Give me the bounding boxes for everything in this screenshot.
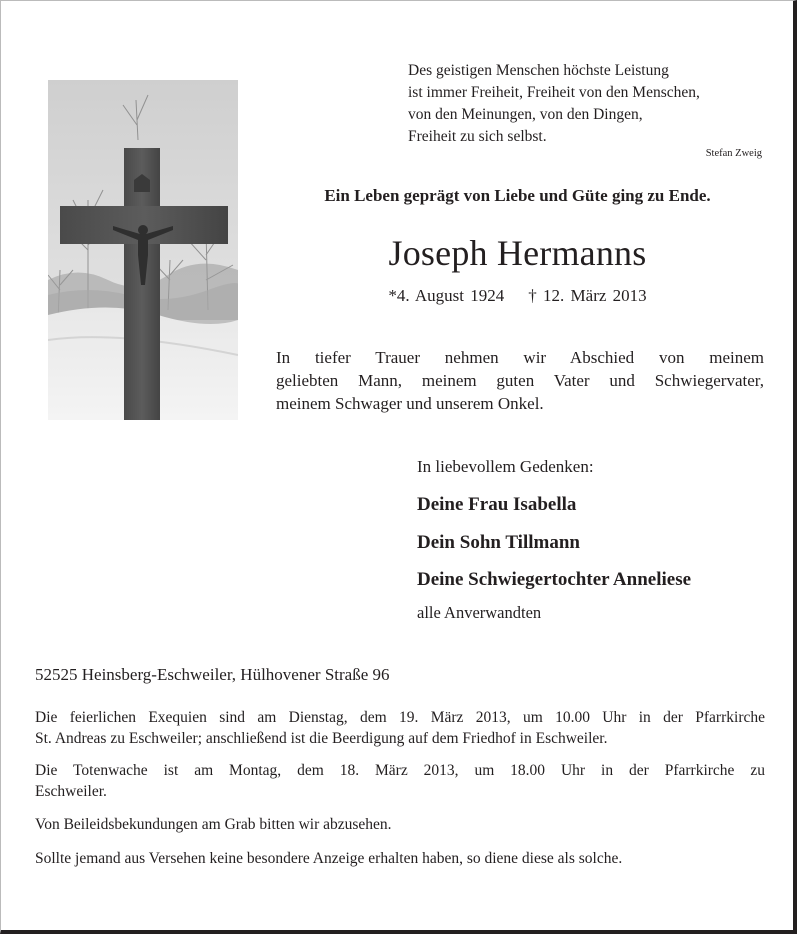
notice-line: Von Beileidsbekundungen am Grab bitten wir abzusehen. (35, 816, 392, 833)
intro-line: geliebten Mann, meinem guten Vater und Schwiegervater, (276, 371, 764, 390)
notice-line: Die feierlichen Exequien sind am Dienstag, dem 19. März 2013, um 10.00 Uhr in der Pfarrkirche (35, 709, 765, 726)
memory-heading: In liebevollem Gedenken: (417, 457, 594, 476)
notice-condolences (35, 814, 765, 835)
crucifix-icon (48, 80, 238, 420)
notice-line: St. Andreas zu Eschweiler; anschließend ist die Beerdigung auf dem Friedhof in Eschweiler. (35, 730, 608, 747)
quote-line: Freiheit zu sich selbst. (408, 128, 547, 145)
quote-line: Des geistigen Menschen höchste Leistung (408, 62, 669, 79)
address: 52525 Heinsberg-Eschweiler, Hülhovener Straße 96 (35, 665, 390, 684)
deceased-name: Joseph Hermanns (388, 233, 647, 273)
death-date: † 12. März 2013 (528, 286, 647, 305)
intro-text (276, 346, 764, 415)
notice-exequien (35, 707, 765, 749)
birth-date: *4. August 1924 (388, 286, 505, 305)
relatives: alle Anverwandten (417, 603, 542, 622)
notice-line: Die Totenwache ist am Montag, dem 18. März 2013, um 18.00 Uhr in der Pfarrkirche zu (35, 762, 765, 779)
mourner-son: Dein Sohn Tillmann (417, 532, 580, 553)
notice-line: Sollte jemand aus Versehen keine besondere Anzeige erhalten haben, so diene diese als solche. (35, 850, 623, 867)
crucifix-image (48, 80, 238, 420)
motto: Ein Leben geprägt von Liebe und Güte ging zu Ende. (324, 186, 711, 205)
mourner-wife: Deine Frau Isabella (417, 494, 577, 515)
intro-line: In tiefer Trauer nehmen wir Abschied von meinem (276, 348, 764, 367)
notice-line: Eschweiler. (35, 783, 107, 800)
intro-line: meinem Schwager und unserem Onkel. (276, 394, 544, 413)
quote-author: Stefan Zweig (705, 148, 762, 159)
notice-announcement (35, 848, 765, 869)
quote-line: ist immer Freiheit, Freiheit von den Menschen, (408, 84, 700, 101)
mourner-daughter-in-law: Deine Schwiegertochter Anneliese (417, 569, 692, 590)
life-dates (276, 286, 759, 306)
notice-totenwache (35, 760, 765, 802)
quote (408, 60, 778, 148)
quote-line: von den Meinungen, von den Dingen, (408, 106, 643, 123)
